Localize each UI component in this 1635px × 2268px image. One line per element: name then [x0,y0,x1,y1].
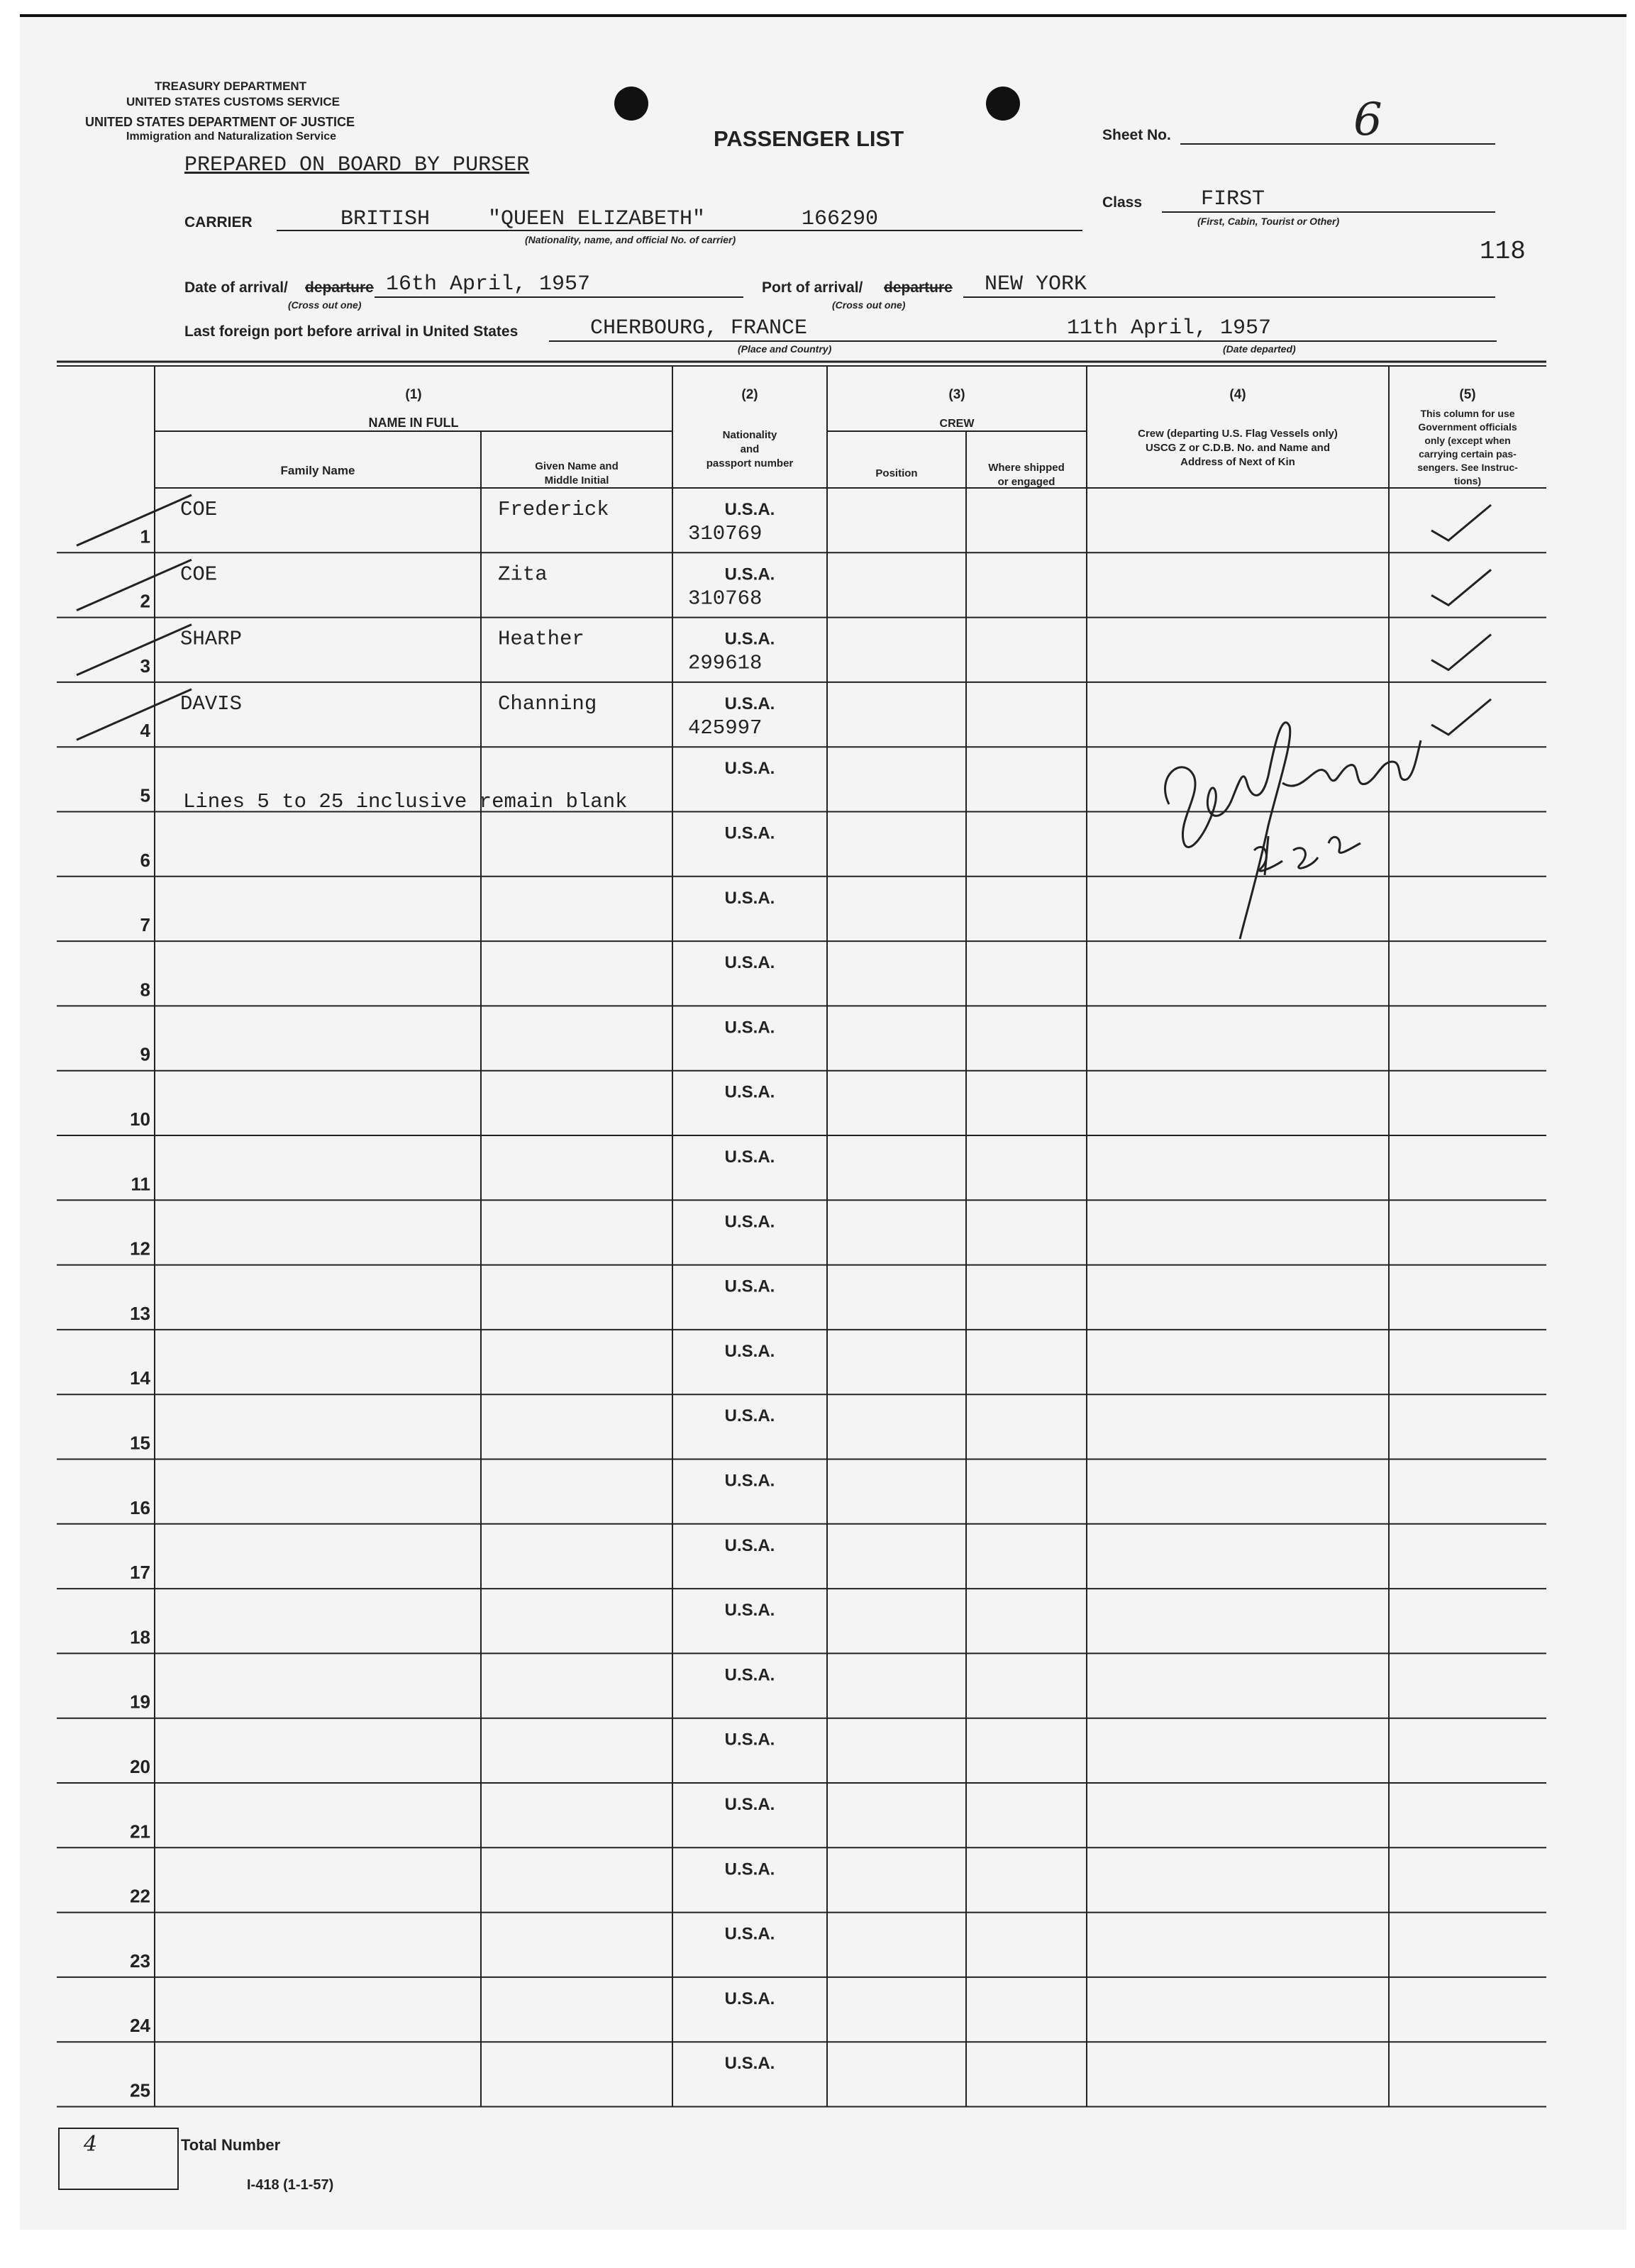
table-row [140,953,775,1000]
row-nationality: U.S.A. [724,1082,775,1102]
table-row [140,692,775,741]
row-nationality: U.S.A. [724,694,775,713]
row-nationality: U.S.A. [724,2054,775,2074]
table-row [130,1665,775,1712]
col3-number: (3) [948,387,965,402]
row-family-name: DAVIS [180,691,243,716]
total-box [58,2128,179,2190]
col1-number: (1) [405,387,422,402]
row-number: 5 [140,784,150,806]
given-name-header-2: Middle Initial [544,474,609,487]
row-number: 22 [130,1885,150,1907]
last-port-value: CHERBOURG, FRANCE [590,316,808,340]
row-nationality: U.S.A. [724,1665,775,1685]
row-nationality: U.S.A. [724,1924,775,1944]
table-row [130,1212,775,1259]
crew-header: CREW [939,418,975,430]
table-row [130,1536,775,1583]
row-nationality: U.S.A. [724,1601,775,1621]
where-header-1: Where shipped [988,462,1065,474]
col5-number: (5) [1459,387,1476,402]
family-name-header: Family Name [280,464,355,477]
table-row [130,1795,775,1842]
class-label: Class [1102,194,1143,211]
row-number: 12 [130,1238,150,1260]
row-number: 13 [130,1302,150,1324]
table-row [140,562,775,611]
class-value: FIRST [1201,187,1265,211]
row-given-name: Frederick [498,498,609,521]
row-number: 15 [130,1432,150,1454]
row-number: 23 [130,1950,150,1972]
form-number: I-418 (1-1-57) [247,2177,334,2193]
row-number: 9 [140,1043,150,1065]
row-number: 7 [140,914,150,936]
row-number: 11 [131,1173,150,1195]
row-passport: 310769 [688,522,763,545]
table-row [130,1472,775,1518]
table-row [130,1730,775,1777]
row-family-name: COE [180,498,218,521]
row-number: 2 [140,590,150,612]
row-number: 4 [140,720,150,742]
row-number: 21 [130,1820,150,1842]
row-number: 10 [130,1108,150,1130]
row-nationality: U.S.A. [724,1212,775,1232]
col2-number: (2) [741,387,758,402]
col4-header-1: Crew (departing U.S. Flag Vessels only) [1138,428,1338,440]
blank-lines-note: Lines 5 to 25 inclusive remain blank [183,790,628,813]
total-value: 4 [84,2132,98,2157]
row-nationality: U.S.A. [724,823,775,843]
table-row [140,498,775,547]
row-number: 17 [130,1562,150,1584]
row-passport: 299618 [688,651,763,675]
place-hint: (Place and Country) [738,343,832,355]
nationality-header-2: and [740,443,760,455]
table-row [130,1925,775,1972]
justice-line2: Immigration and Naturalization Service [126,130,337,143]
col5-header-4: carrying certain pas- [1419,448,1517,460]
row-tick-slash [77,689,192,740]
treasury-line2: UNITED STATES CUSTOMS SERVICE [126,95,340,109]
row-number: 16 [130,1496,150,1518]
row-nationality: U.S.A. [724,1860,775,1879]
sheet-number: 6 [1353,94,1382,146]
row-given-name: Zita [498,562,548,587]
check-mark-icon [1431,505,1491,540]
row-nationality: U.S.A. [724,500,775,519]
row-number: 1 [140,526,150,547]
col5-header-5: sengers. See Instruc- [1417,462,1518,473]
row-number: 25 [130,2079,150,2101]
row-family-name: COE [180,562,218,587]
passenger-table [20,17,1626,2230]
row-passport: 310768 [688,587,763,611]
row-tick-slash [77,560,192,610]
sheet-label: Sheet No. [1102,127,1171,143]
carrier-label: CARRIER [184,214,253,230]
row-nationality: U.S.A. [724,1341,775,1361]
table-row [130,1989,775,2036]
table-row [130,1083,775,1130]
row-number: 14 [130,1367,150,1389]
arrival-date-value: 16th April, 1957 [386,272,591,296]
table-row [140,889,775,935]
date-departed-hint: (Date departed) [1223,343,1296,355]
row-family-name: SHARP [180,627,243,651]
row-nationality: U.S.A. [724,888,775,908]
treasury-line1: TREASURY DEPARTMENT [155,79,307,93]
row-nationality: U.S.A. [724,1406,775,1426]
carrier-number: 166290 [802,207,879,231]
row-nationality: U.S.A. [724,1730,775,1750]
row-given-name: Channing [498,691,597,716]
row-number: 19 [130,1691,150,1713]
total-label: Total Number [181,2136,281,2154]
class-hint: (First, Cabin, Tourist or Other) [1197,216,1340,227]
arrival-port-value: NEW YORK [985,272,1087,296]
where-header-2: or engaged [997,476,1055,488]
row-tick-slash [77,625,192,675]
row-nationality: U.S.A. [724,1147,775,1167]
row-nationality: U.S.A. [724,1535,775,1555]
last-port-label: Last foreign port before arrival in United States [184,323,519,340]
row-nationality: U.S.A. [724,629,775,649]
col4-number: (4) [1229,387,1246,402]
arrival-date-hint: (Cross out one) [288,299,362,311]
check-mark-icon [1431,699,1491,735]
row-nationality: U.S.A. [724,1989,775,2008]
row-nationality: U.S.A. [724,1277,775,1296]
purser-signature [1141,698,1439,967]
table-row [131,1147,775,1194]
row-number: 3 [140,655,150,677]
table-row [130,1406,775,1453]
given-name-header-1: Given Name and [535,460,619,472]
table-row [130,1342,775,1389]
arrival-port-hint: (Cross out one) [832,299,906,311]
page-title: PASSENGER LIST [714,126,904,151]
col5-header-1: This column for use [1420,408,1515,419]
date-departed-value: 11th April, 1957 [1067,316,1272,340]
arrival-date-struck: departure [305,279,374,296]
row-number: 8 [140,979,150,1001]
row-number: 6 [140,849,150,871]
carrier-hint: (Nationality, name, and official No. of carrier) [525,234,736,245]
nationality-header-3: passport number [706,457,794,469]
row-nationality: U.S.A. [724,1795,775,1814]
arrival-date-label: Date of arrival/ [184,279,288,296]
row-passport: 425997 [688,716,763,740]
table-row [140,628,775,677]
table-row [140,824,775,871]
check-mark-icon [1431,569,1491,605]
row-given-name: Heather [498,627,584,651]
row-tick-slash [77,495,192,545]
passenger-list-document [20,14,1626,2230]
carrier-name: "QUEEN ELIZABETH" [488,207,706,231]
col5-header-6: tions) [1453,475,1482,487]
prepared-by-purser: PREPARED ON BOARD BY PURSER [184,153,530,177]
table-row [130,2054,775,2101]
check-mark-icon [1431,635,1491,670]
row-number: 20 [130,1756,150,1777]
col1-title: NAME IN FULL [368,416,459,430]
arrival-port-label: Port of arrival/ [762,279,863,296]
row-number: 18 [130,1626,150,1648]
row-nationality: U.S.A. [724,759,775,779]
position-header: Position [875,467,918,479]
nationality-header-1: Nationality [722,429,777,441]
row-nationality: U.S.A. [724,565,775,584]
table-row [130,1601,775,1647]
page-number: 118 [1480,237,1526,266]
arrival-port-struck: departure [884,279,953,296]
row-nationality: U.S.A. [724,1018,775,1038]
justice-line1: UNITED STATES DEPARTMENT OF JUSTICE [85,115,355,129]
table-row [130,1860,775,1906]
table-row [140,1018,775,1064]
row-nationality: U.S.A. [724,1471,775,1491]
row-nationality: U.S.A. [724,953,775,973]
col4-header-3: Address of Next of Kin [1180,456,1295,468]
table-row [130,1277,775,1324]
col4-header-2: USCG Z or C.D.B. No. and Name and [1145,442,1331,454]
col5-header-3: only (except when [1424,435,1511,446]
row-number: 24 [130,2015,150,2037]
carrier-nationality: BRITISH [340,207,431,231]
col5-header-2: Government officials [1418,421,1517,433]
